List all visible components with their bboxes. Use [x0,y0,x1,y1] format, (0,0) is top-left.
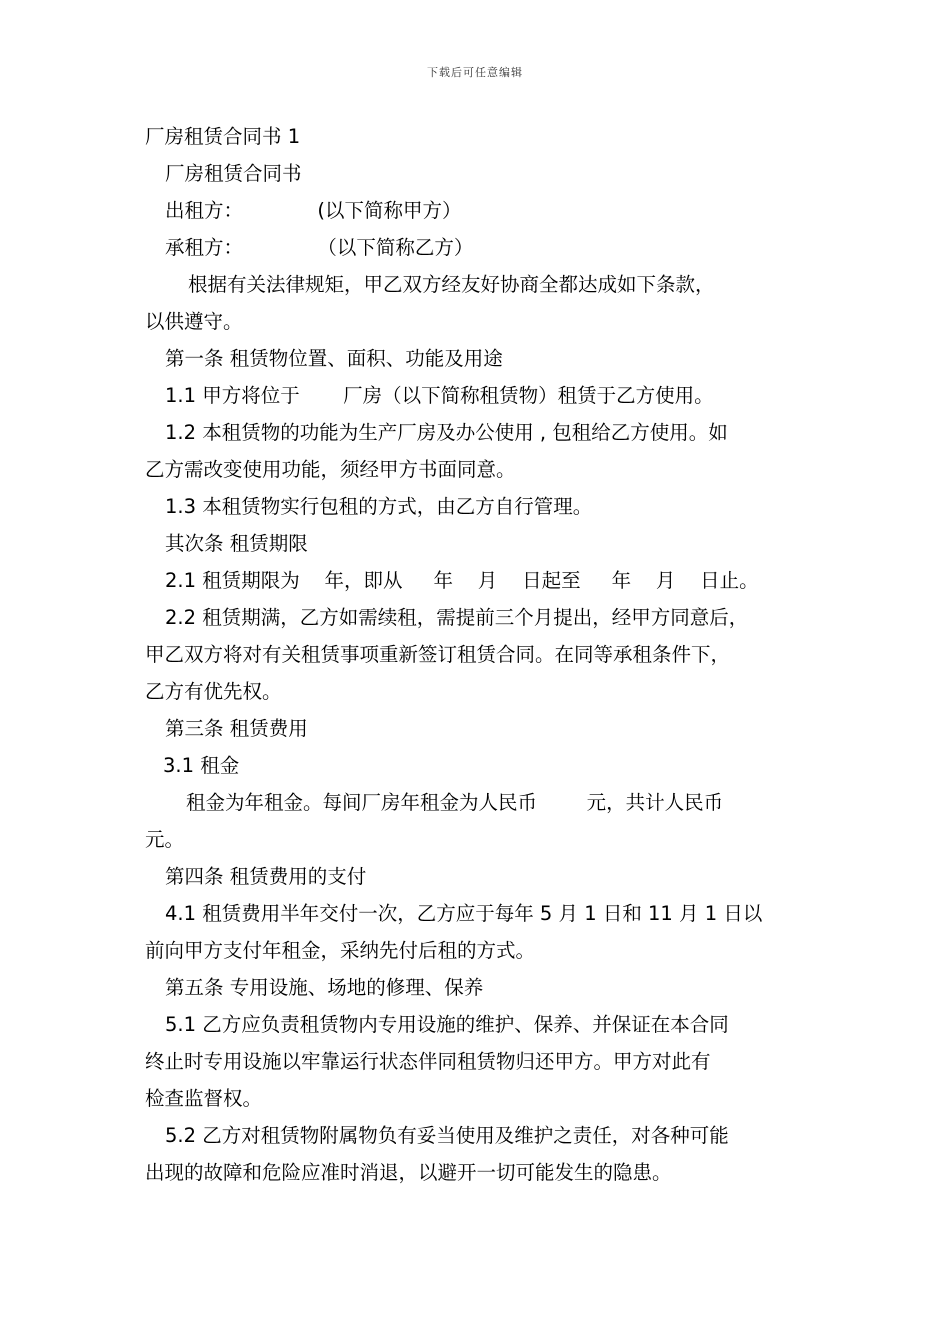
paragraph-line: 元。 [145,828,185,851]
paragraph-line: 3.1 租金 [163,754,240,777]
page-header: 下载后可任意编辑 [427,66,523,79]
paragraph-line: 根据有关法律规矩，甲乙双方经友好协商全都达成如下条款， [188,273,715,296]
paragraph-line: 其次条 租赁期限 [165,532,308,555]
paragraph-line: 1.2 本租赁物的功能为生产厂房及办公使用 , 包租给乙方使用。如 [165,421,728,444]
paragraph-line: 厂房租赁合同书 1 [145,125,301,148]
paragraph-line: 承租方： （以下简称乙方） [165,236,474,259]
paragraph-line: 第五条 专用设施、场地的修理、保养 [165,976,484,999]
paragraph-line: 第一条 租赁物位置、面积、功能及用途 [165,347,503,370]
paragraph-line: 乙方需改变使用功能，须经甲方书面同意。 [145,458,516,481]
paragraph-line: 乙方有优先权。 [145,680,282,703]
paragraph-line: 出租方： (以下简称甲方） [165,199,462,222]
paragraph-line: 1.3 本租赁物实行包租的方式，由乙方自行管理。 [165,495,593,518]
paragraph-line: 前向甲方支付年租金，采纳先付后租的方式。 [145,939,536,962]
paragraph-line: 1.1 甲方将位于 厂房（以下简称租赁物）租赁于乙方使用。 [165,384,714,407]
paragraph-line: 终止时专用设施以牢靠运行状态伴同租赁物归还甲方。甲方对此有 [145,1050,711,1073]
paragraph-line: 第四条 租赁费用的支付 [165,865,367,888]
paragraph-line: 5.1 乙方应负责租赁物内专用设施的维护、保养、并保证在本合同 [165,1013,729,1036]
paragraph-line: 甲乙双方将对有关租赁事项重新签订租赁合同。在同等承租条件下， [145,643,731,666]
paragraph-line: 检查监督权。 [145,1087,263,1110]
paragraph-line: 厂房租赁合同书 [165,162,302,185]
paragraph-line: 第三条 租赁费用 [165,717,308,740]
paragraph-line: 2.2 租赁期满，乙方如需续租，需提前三个月提出，经甲方同意后， [165,606,749,629]
paragraph-line: 2.1 租赁期限为 年，即从 年 月 日起至 年 月 日止。 [165,569,759,592]
paragraph-line: 租金为年租金。每间厂房年租金为人民币 元，共计人民币 [186,791,724,814]
paragraph-line: 出现的故障和危险应准时消退，以避开一切可能发生的隐患。 [145,1161,672,1184]
document-body [145,118,815,1191]
paragraph-line: 以供遵守。 [145,310,243,333]
paragraph-line: 5.2 乙方对租赁物附属物负有妥当使用及维护之责任，对各种可能 [165,1124,729,1147]
paragraph-line: 4.1 租赁费用半年交付一次，乙方应于每年 5 月 1 日和 11 月 1 日以 [165,902,763,925]
